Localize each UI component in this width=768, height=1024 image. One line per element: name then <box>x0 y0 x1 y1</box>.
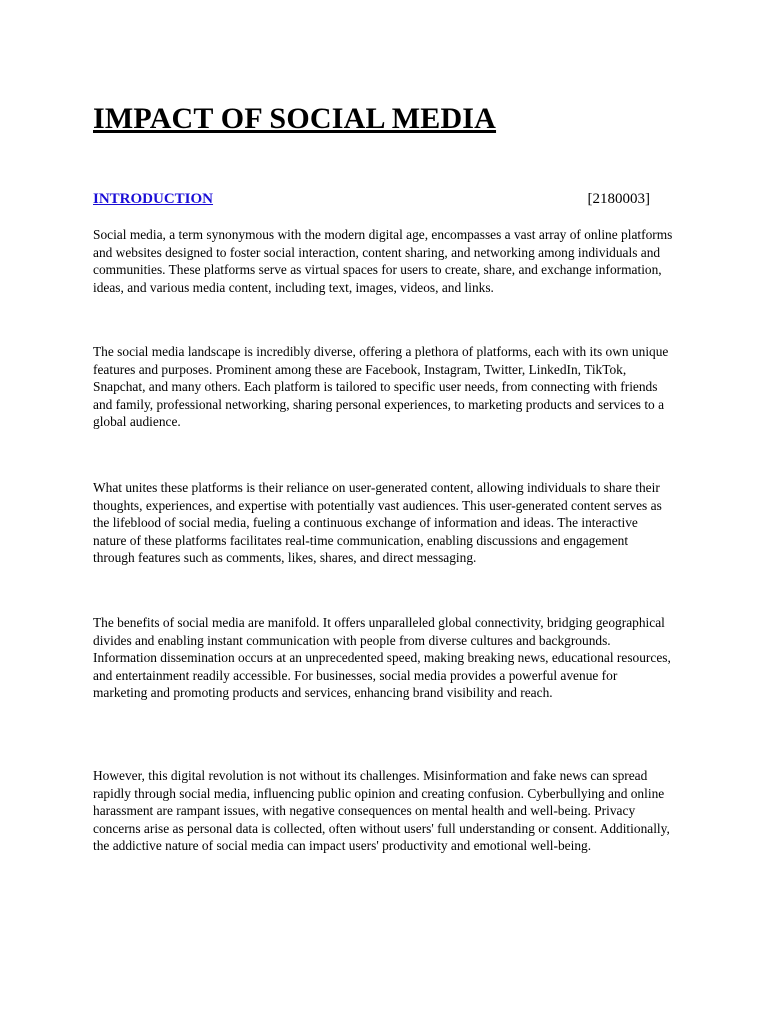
introduction-heading-row <box>93 191 653 211</box>
paragraph-benefits: The benefits of social media are manifold. It offers unparalleled global connectivity, bridging geographical divides and enabling instant communication with people from diverse cultures and backgrounds. Information dissemination occurs at an unprecedented speed, making breaking news, educational resources, and entertainment readily accessible. For businesses, social media provides a powerful avenue for marketing and promoting products and services, enhancing brand visibility and reach. <box>93 615 671 701</box>
paragraph-user-content: What unites these platforms is their reliance on user-generated content, allowing individuals to share their thoughts, experiences, and expertise with potentially vast audiences. This user-generated content serves as the lifeblood of social media, fueling a continuous exchange of information and ideas. The interactive nature of these platforms facilitates real-time communication, enabling discussions and engagement through features such as comments, likes, shares, and direct messaging. <box>93 480 662 566</box>
student-id: [2180003] <box>587 191 650 207</box>
paragraph-challenges: However, this digital revolution is not without its challenges. Misinformation and fake news can spread rapidly through social media, influencing public opinion and creating confusion. Cyberbullying and online harassment are rampant issues, with negative consequences on mental health and well-being. Privacy concerns arise as personal data is collected, often without users' full understanding or consent. Additionally, the addictive nature of social media can impact users' productivity and emotional well-being. <box>93 768 670 854</box>
introduction-link[interactable]: INTRODUCTION <box>93 191 214 207</box>
paragraph-landscape: The social media landscape is incredibly diverse, offering a plethora of platforms, each with its own unique features and purposes. Prominent among these are Facebook, Instagram, Twitter, LinkedIn, TikTok, Snapchat, and many others. Each platform is tailored to specific user needs, from connecting with friends and family, professional networking, sharing personal experiences, to marketing products and services to a global audience. <box>93 344 669 430</box>
paragraph-definition: Social media, a term synonymous with the modern digital age, encompasses a vast array of online platforms and websites designed to foster social interaction, content sharing, and networking among individuals and communities. These platforms serve as virtual spaces for users to create, share, and exchange information, ideas, and various media content, including text, images, videos, and links. <box>93 227 673 295</box>
document-title: IMPACT OF SOCIAL MEDIA <box>93 102 497 135</box>
